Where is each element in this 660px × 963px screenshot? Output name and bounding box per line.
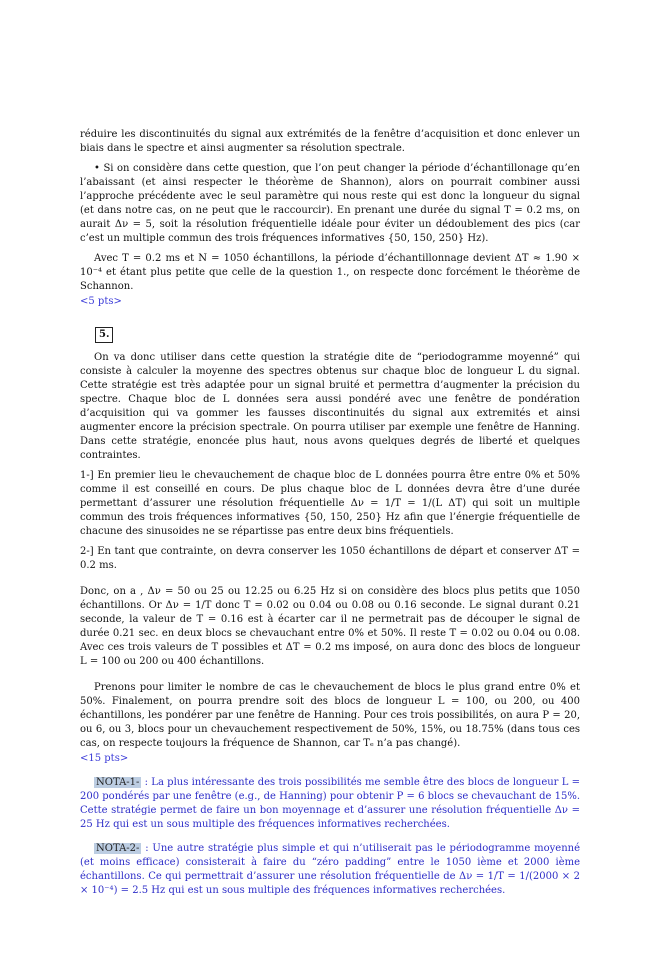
nota-2-label: NOTA-2-	[96, 843, 140, 854]
points-label-1: <5 pts>	[80, 296, 122, 307]
question-number: 5.	[95, 327, 113, 343]
paragraph-4: On va donc utiliser dans cette question la stratégie dite de “periodogramme moyenné” qui consiste à calculer la moyenne des spectres obtenus sur chaque bloc de longueur L du signal. Cette stratégie est très adaptée pour un signal bruité et permettra d’augmenter la précision du spectre. Chaque bloc de L données sera aussi pondéré avec une fenêtre de pondération d’acquisition qui va gommer les fausses discontinuités du signal aux extremités et ainsi augmenter encore la précision spectrale. On pourra utiliser par exemple une fenêtre de Hanning. Dans cette stratégie, enoncée plus haut, nous avons quelques degrés de liberté et quelques contraintes.	[80, 352, 580, 461]
paragraph-2: • Si on considère dans cette question, que l’on peut changer la période d’échantillonage qu’en l’abaissant (et ainsi respecter le théorème de Shannon), alors on pourrait combiner aussi l’approche précédente avec le seul paramètre qui nous reste qui est donc la longueur du signal (et dans notre cas, on ne peut que le raccourcir). En prenant une durée du signal T = 0.2 ms, on aurait Δν = 5, soit la résolution fréquentielle idéale pour éviter un dédoublement des pics (car c’est un multiple commun des trois fréquences informatives {50, 150, 250} Hz).	[80, 163, 580, 244]
nota-1-text: : La plus intéressante des trois possibilités me semble être des blocs de longueur L = 200 pondérés par une fenêtre (e.g., de Hanning) pour obtenir P = 6 blocs se chevauchant de 15%. Cette stratégie permet de faire un bon moyennage et d’assurer une résolution fréquentielle Δν = 25 Hz qui est un sous multiple des fréquences informatives recherchées.	[80, 777, 580, 830]
paragraph-5: 1-] En premier lieu le chevauchement de chaque bloc de L données pourra être entre 0% et 50% comme il est conseillé en cours. De plus chaque bloc de L données devra être d’une durée permettant d’assurer une résolution fréquentielle Δν = 1/T = 1/(L ΔT) qui soit un multiple commun des trois fréquences informatives {50, 150, 250} Hz afin que l’énergie fréquentielle de chacune des sinusoides ne se répartisse pas entre deux bins fréquentiels.	[80, 470, 580, 537]
nota-1-label: NOTA-1-	[96, 777, 140, 788]
paragraph-3: Avec T = 0.2 ms et N = 1050 échantillons, la période d’échantillonnage devient ΔT ≈ 1.90 × 10⁻⁴ et étant plus petite que celle de la question 1., on respecte donc forcément le théorème de Schannon.	[80, 253, 580, 292]
paragraph-8: Prenons pour limiter le nombre de cas le chevauchement de blocs le plus grand entre 0% et 50%. Finalement, on pourra prendre soit des blocs de longueur L = 100, ou 200, ou 400 échantillons, les pondérer par une fenêtre de Hanning. Pour ces trois possibilités, on aura P = 20, ou 6, ou 3, blocs pour un chevauchement respectivement de 50%, 15%, ou 18.75% (dans tous ces cas, on respecte toujours la fréquence de Shannon, car Tₑ n’a pas changé).	[80, 682, 580, 749]
nota-1	[80, 776, 580, 832]
nota-2-text: : Une autre stratégie plus simple et qui n’utiliserait pas le périodogramme moyenné (et moins efficace) consisterait à faire du “zéro padding” entre le 1050 ième et 2000 ième échantillons. Ce qui permettrait d’assurer une résolution fréquentielle de Δν = 1/T = 1/(2000 × 2 × 10⁻⁴) = 2.5 Hz qui est un sous multiple des fréquences informatives recherchées.	[80, 843, 580, 896]
points-label-2: <15 pts>	[80, 753, 129, 764]
document-page	[80, 128, 580, 898]
nota-2	[80, 842, 580, 898]
paragraph-1: réduire les discontinuités du signal aux extrémités de la fenêtre d’acquisition et donc enlever un biais dans le spectre et ainsi augmenter sa résolution spectrale.	[80, 129, 580, 154]
paragraph-7: Donc, on a , Δν = 50 ou 25 ou 12.25 ou 6.25 Hz si on considère des blocs plus petits que 1050 échantillons. Or Δν = 1/T donc T = 0.02 ou 0.04 ou 0.08 ou 0.16 seconde. Le signal durant 0.21 seconde, la valeur de T = 0.16 est à écarter car il ne permetrait pas de découper le signal de durée 0.21 sec. en deux blocs se chevauchant entre 0% et 50%. Il reste T = 0.02 ou 0.04 ou 0.08. Avec ces trois valeurs de T possibles et ΔT = 0.2 ms imposé, on aura donc des blocs de longueur L = 100 ou 200 ou 400 échantillons.	[80, 586, 580, 667]
paragraph-6: 2-] En tant que contrainte, on devra conserver les 1050 échantillons de départ et conserver ΔT = 0.2 ms.	[80, 546, 580, 571]
